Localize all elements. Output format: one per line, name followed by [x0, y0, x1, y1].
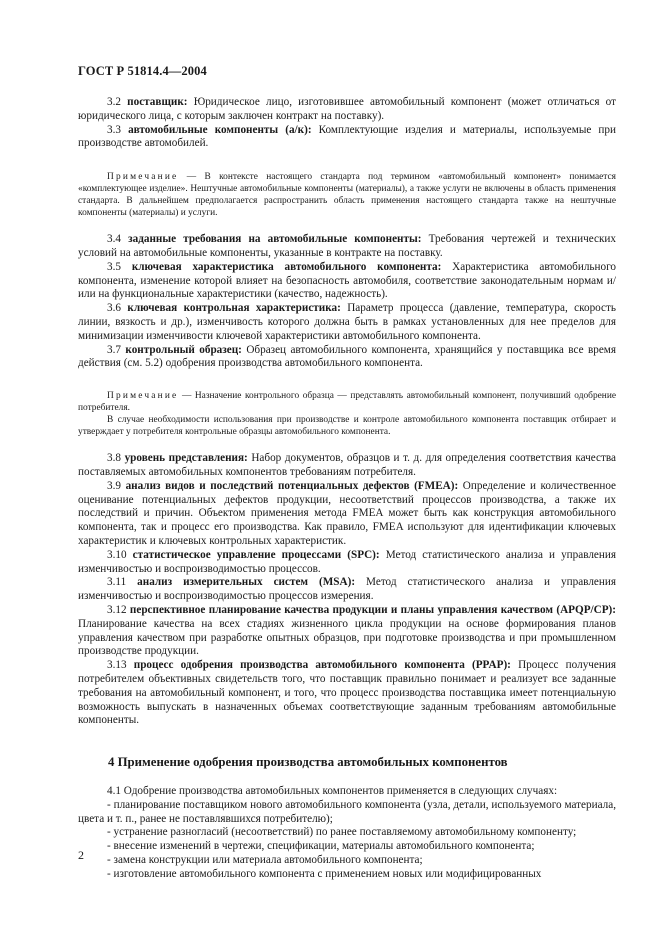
term: автомобильные компоненты (а/к): — [128, 123, 312, 136]
term: ключевая характеристика автомобильного компонента: — [131, 260, 442, 273]
clause-number: 3.12 — [107, 603, 127, 616]
term: контрольный образец: — [125, 343, 242, 356]
clause-number: 3.3 — [107, 123, 121, 136]
definition-3-11 — [78, 576, 616, 604]
definition-text: Характеристика автомобильного компонента, изменение которой влияет на безопасность автомобиля, соответствие законодательным нормам и/или на функциональные характеристики (качество, надежность). — [78, 260, 617, 301]
term: анализ измерительных систем (MSA): — [137, 576, 356, 589]
clause-number: 3.9 — [107, 479, 121, 492]
list-item: - замена конструкции или материала автомобильного компонента; — [107, 854, 423, 867]
definition-3-5 — [78, 261, 616, 302]
clause-4-1: 4.1 Одобрение производства автомобильных компонентов применяется в следующих случаях: — [107, 785, 558, 798]
definition-text: Юридическое лицо, изготовившее автомобильный компонент (может отличаться от юридического лица, с которым заключен контракт на поставку). — [78, 96, 616, 122]
note-1 — [78, 171, 616, 219]
clause-number: 3.10 — [107, 548, 127, 561]
term: процесс одобрения производства автомобильного компонента (PPAP): — [133, 659, 511, 672]
term: заданные требования на автомобильные компоненты: — [128, 233, 422, 246]
definition-3-6 — [78, 302, 616, 343]
note-2-continuation: В случае необходимости использования при производстве и контроле автомобильного компонента поставщик отбирает и утверждает у потребителя контрольные образцы автомобильного компонента. — [78, 415, 616, 438]
definition-text: Метод статистического анализа и управления изменчивостью и воспроизводимостью процессов. — [78, 548, 617, 575]
note-label: Примечание — [107, 391, 179, 402]
document-header: ГОСТ Р 51814.4—2004 — [78, 64, 207, 78]
list-item: - изготовление автомобильного компонента с применением новых или модифицированных — [107, 867, 542, 880]
clause-number: 3.8 — [107, 452, 121, 465]
definition-text: Требования чертежей и технических условий на автомобильные компоненты, указанные в контракте на поставку. — [78, 233, 617, 259]
clause-number: 3.4 — [107, 233, 121, 246]
clause-number: 3.7 — [107, 343, 121, 356]
definition-3-13 — [78, 659, 616, 728]
definition-text: Планирование качества на всех стадиях жизненного цикла продукции на основе формирования планов управления качеством при разработке опытных образцов, при подготовке производства и при промышленном производстве продукции. — [78, 617, 616, 658]
term: поставщик: — [127, 96, 188, 108]
list-item: - внесение изменений в чертежи, спецификации, материалы автомобильного компонента; — [107, 840, 535, 853]
term: ключевая контрольная характеристика: — [127, 302, 341, 315]
list-item: - планирование поставщиком нового автомобильного компонента (узла, детали, используемого материала, цвета и т. п., ранее не поставлявшихся потребителю); — [78, 798, 616, 825]
definition-text: Метод статистического анализа и управления изменчивостью и воспроизводимостью процессов измерения. — [78, 576, 616, 603]
definition-text: Образец автомобильного компонента, хранящийся у поставщика все время действия (см. 5.2) одобрения производства автомобильного компонента. — [78, 343, 617, 370]
list-item: - устранение разногласий (несоответствий) по ранее поставляемому автомобильному компоненту; — [107, 826, 577, 839]
definition-3-8 — [78, 452, 616, 480]
clause-number: 3.6 — [107, 302, 121, 315]
definition-text: Определение и количественное оценивание потенциальных дефектов продукции, несоответствий процессов производства, а также их последствий и причин. Объектом применения метода FMEA может быть как конструкция автомобильного компонента, так и процесс его производства. Как правило, FMEA используют для идентификации ключевых характеристик и ключевых контрольных характеристик. — [78, 479, 617, 547]
note-2 — [78, 390, 616, 414]
clause-number: 3.11 — [107, 576, 127, 589]
clause-number: 3.2 — [107, 96, 121, 108]
section-4-heading: 4 Применение одобрения производства автомобильных компонентов — [108, 755, 508, 770]
note-label: Примечание — [107, 172, 179, 183]
definition-3-7 — [78, 344, 616, 372]
definition-text: Набор документов, образцов и т. д. для определения соответствия качества поставляемых автомобильных компонентов требованиям потребителя. — [78, 452, 616, 478]
definition-3-9 — [78, 480, 616, 549]
definition-text: Параметр процесса (давление, температура, скорость линии, вязкость и др.), изменчивость которого должна быть в рамках установленных для нее пределов для минимизации изменчивости ключевой характеристики автомобильного компонента. — [78, 302, 616, 342]
page-number: 2 — [78, 848, 84, 862]
term: уровень представления: — [124, 452, 248, 465]
term: статистическое управление процессами (SPC): — [132, 548, 380, 561]
definition-text: Процесс получения потребителем объективных свидетельств того, что поставщик правильно понимает и реализует все заданные требования на автомобильный компонент, и того, что процесс производства поставщика имеет потенциальную возможность выпускать в назначенных объемах соответствующие заданным требованиям автомобильные компоненты. — [78, 659, 616, 727]
clause-number: 3.13 — [107, 659, 127, 672]
term: перспективное планирование качества продукции и планы управления качеством (APQP/CP): — [129, 603, 617, 616]
definition-3-12 — [78, 604, 616, 659]
definition-text: Комплектующие изделия и материалы, используемые при производстве автомобилей. — [78, 123, 616, 150]
definition-3-4 — [78, 233, 616, 261]
document-body — [78, 96, 616, 882]
note-text: — Назначение контрольного образца — представлять автомобильный компонент, получивший одобрение потребителя. — [78, 391, 616, 414]
note-text: — В контексте настоящего стандарта под термином «автомобильный компонент» понимается «комплектующее изделие». Нештучные автомобильные компоненты (материалы), а также услуги не включены в область применения стандарта. В дальнейшем предполагается распространить область применения настоящего стандарта также на нештучные компоненты (материалы) и услуги. — [78, 172, 616, 219]
definition-3-10 — [78, 549, 616, 577]
definition-3-2 — [78, 96, 616, 124]
term: анализ видов и последствий потенциальных дефектов (FMEA): — [125, 479, 459, 492]
definition-3-3 — [78, 124, 616, 152]
clause-number: 3.5 — [107, 260, 121, 273]
